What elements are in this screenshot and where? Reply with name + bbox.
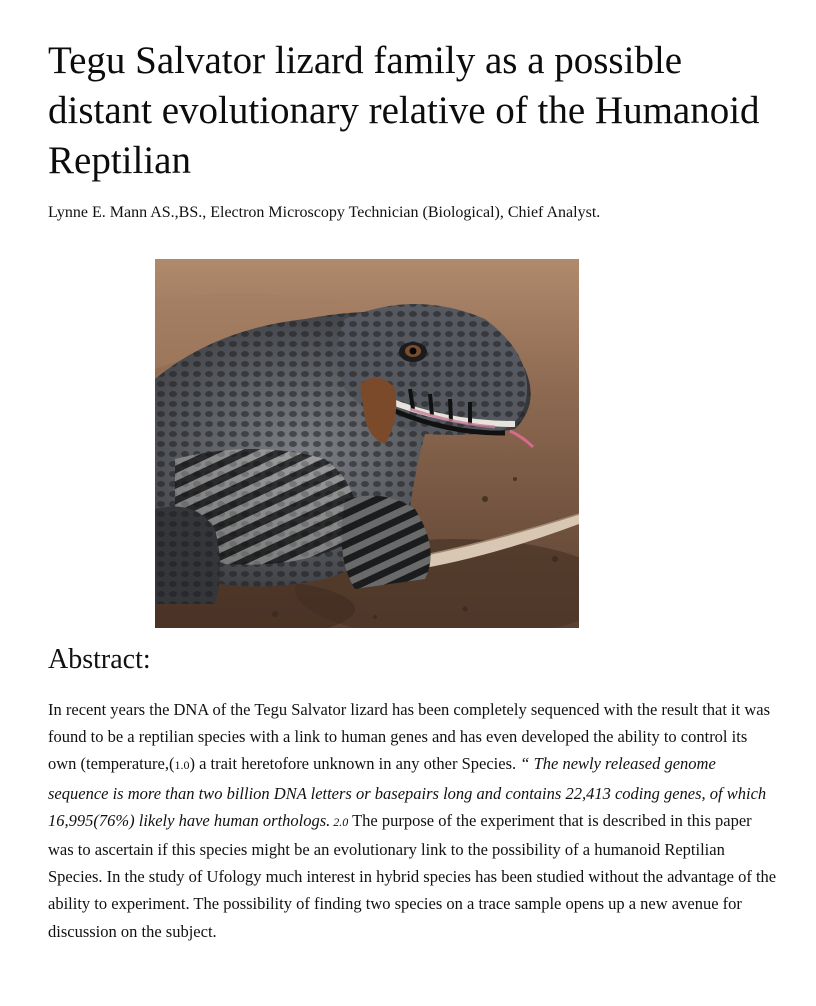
genome-quote-text: “ The newly released genome sequence is more than two billion DNA letters or basepairs long and contains 22,413 coding genes, of which 16,995(76%) likely have human orthologs. [48, 754, 767, 830]
paper-title: Tegu Salvator lizard family as a possible distant evolutionary relative of the Humanoid Reptilian [48, 39, 760, 182]
reference-marker-1: 1.0 [174, 758, 190, 773]
abstract-paragraph [48, 696, 778, 945]
abstract-text-part2: ) a trait heretofore unknown in any other Species. [189, 754, 517, 774]
abstract-text-part3: The purpose of the experiment that is described in this paper was to ascertain if this species might be an evolutionary link to the possibility of a humanoid Reptilian Species. In the study of Ufology much interest in hybrid species has been studied without the advantage of the ability to experiment. The possibility of finding two species on a trace sample opens up a new avenue for discussion on the subject. [48, 810, 777, 941]
abstract-heading: Abstract: [48, 644, 151, 675]
reference-marker-2: 2.0 [330, 814, 349, 829]
tegu-lizard-photo [155, 259, 579, 628]
abstract-text-part1: In recent years the DNA of the Tegu Salvator lizard has been completely sequenced with the result that it was found to be a reptilian species with a link to human genes and has even developed the ability to control its own (temperature,( [48, 700, 771, 774]
author-line: Lynne E. Mann AS.,BS., Electron Microscopy Technician (Biological), Chief Analyst. [48, 204, 601, 221]
